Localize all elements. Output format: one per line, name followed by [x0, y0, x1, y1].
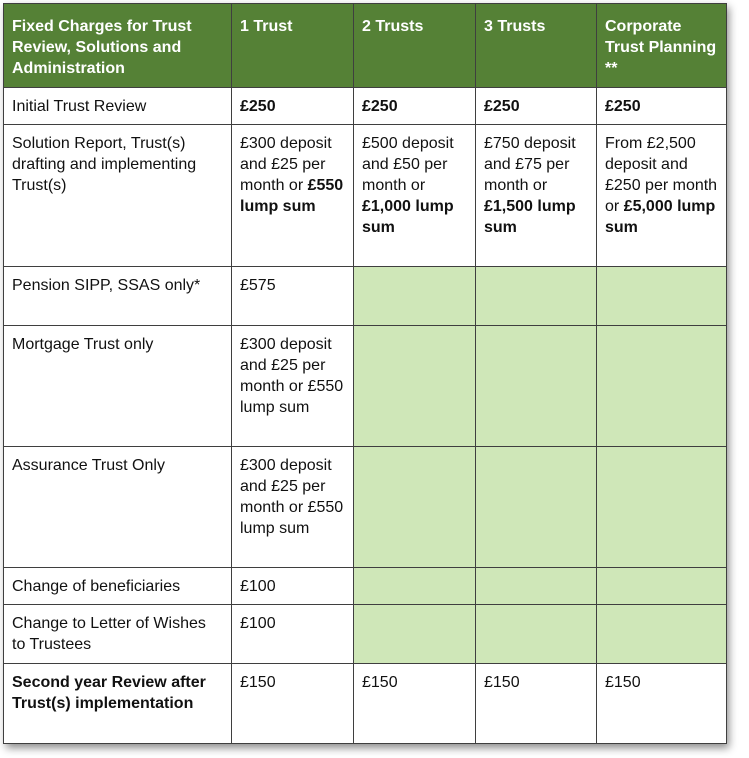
empty-cell: [354, 326, 476, 447]
header-2-trusts: 2 Trusts: [354, 4, 476, 88]
empty-cell: [354, 605, 476, 664]
header-service: Fixed Charges for Trust Review, Solutions and Administration: [4, 4, 232, 88]
row-label: Solution Report, Trust(s) drafting and implementing Trust(s): [4, 125, 232, 267]
price-cell: £100: [232, 605, 354, 664]
empty-cell: [476, 447, 597, 568]
row-label: Initial Trust Review: [4, 88, 232, 125]
price-cell: £250: [597, 88, 727, 125]
table-row: [4, 88, 727, 125]
price-cell: [476, 125, 597, 267]
fee-table-frame: [3, 3, 726, 744]
empty-cell: [597, 605, 727, 664]
empty-cell: [476, 605, 597, 664]
empty-cell: [597, 447, 727, 568]
row-label: Change to Letter of Wishes to Trustees: [4, 605, 232, 664]
header-1-trust: 1 Trust: [232, 4, 354, 88]
price-cell: [597, 125, 727, 267]
price-cell: £300 deposit and £25 per month or £550 lump sum: [232, 447, 354, 568]
table-row: [4, 605, 727, 664]
row-label: Pension SIPP, SSAS only*: [4, 267, 232, 326]
empty-cell: [597, 568, 727, 605]
row-label: Change of beneficiaries: [4, 568, 232, 605]
table-row: [4, 125, 727, 267]
price-terms: From £2,500 deposit and £250 per month or: [605, 135, 718, 215]
lump-sum-price: £1,000 lump sum: [362, 198, 454, 236]
price-terms: £500 deposit and £50 per month or: [362, 135, 454, 194]
price-terms: £300 deposit and £25 per month or: [240, 135, 332, 194]
price-cell: £250: [232, 88, 354, 125]
header-row: [4, 4, 727, 88]
empty-cell: [354, 267, 476, 326]
table-row: [4, 267, 727, 326]
price-cell: [354, 125, 476, 267]
empty-cell: [354, 447, 476, 568]
empty-cell: [354, 568, 476, 605]
price-cell: £150: [232, 664, 354, 744]
price-cell: £250: [354, 88, 476, 125]
price-cell: £300 deposit and £25 per month or £550 lump sum: [232, 326, 354, 447]
lump-sum-price: £5,000 lump sum: [605, 198, 716, 236]
empty-cell: [597, 326, 727, 447]
header-corporate: Corporate Trust Planning **: [597, 4, 727, 88]
empty-cell: [476, 568, 597, 605]
price-cell: £150: [354, 664, 476, 744]
price-cell: [232, 125, 354, 267]
table-row: [4, 326, 727, 447]
row-label: Second year Review after Trust(s) implementation: [4, 664, 232, 744]
row-label: Mortgage Trust only: [4, 326, 232, 447]
header-3-trusts: 3 Trusts: [476, 4, 597, 88]
empty-cell: [597, 267, 727, 326]
lump-sum-price: £550 lump sum: [240, 177, 344, 215]
price-cell: £150: [476, 664, 597, 744]
empty-cell: [476, 326, 597, 447]
price-cell: £100: [232, 568, 354, 605]
price-cell: £575: [232, 267, 354, 326]
price-cell: £150: [597, 664, 727, 744]
price-terms: £750 deposit and £75 per month or: [484, 135, 576, 194]
table-row: [4, 664, 727, 744]
row-label: Assurance Trust Only: [4, 447, 232, 568]
fixed-charges-table: [3, 3, 727, 744]
price-cell: £250: [476, 88, 597, 125]
table-row: [4, 447, 727, 568]
empty-cell: [476, 267, 597, 326]
table-row: [4, 568, 727, 605]
lump-sum-price: £1,500 lump sum: [484, 198, 576, 236]
